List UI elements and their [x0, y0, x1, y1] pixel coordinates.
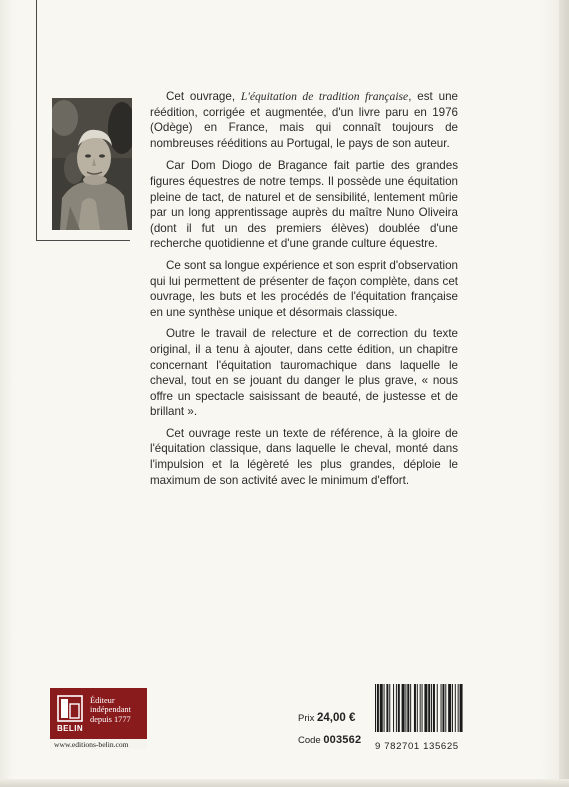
frame-line-vertical	[36, 0, 37, 240]
paragraph-experience: Ce sont sa longue expérience et son esprit d'observation qui lui permettent de présenter de façon complète, dans cet ouvrage, les buts et les procédés de l'équitation française en une synthèse unique et désormais classique.	[150, 258, 458, 319]
paragraph-new-chapter: Outre le travail de relecture et de correction du texte original, il a tenu à ajouter, dans cette édition, un chapitre concernant l'équitation tauromachique dans laquelle le cheval, tout en se jouant du danger le plus grave, « nous offre un spectacle saisissant de beauté, de justesse et de brillant ».	[150, 327, 458, 419]
tagline-line: depuis 1777	[90, 714, 131, 724]
price-value: 24,00 €	[317, 712, 356, 724]
isbn-digits: 9 782701 135625	[375, 741, 459, 752]
book-edge	[559, 0, 569, 787]
tagline-line: indépendant	[90, 705, 131, 715]
publisher-name: BELIN	[57, 724, 83, 733]
paragraph-intro-rest: , est une réédition, corrigée et augmentée, d'un livre paru en 1976 (Odège) en France, mais qui connaît toujours de nombreuses rééditions au Portugal, le pays de son auteur.	[150, 90, 458, 150]
code-value: 003562	[323, 734, 362, 746]
book-title-italic: L'équitation de tradition française	[240, 90, 409, 103]
description-text	[150, 89, 458, 494]
paragraph-intro-lead: Cet ouvrage,	[166, 90, 241, 103]
frame-line-horizontal	[36, 240, 130, 241]
code-label: Code	[298, 735, 321, 746]
price-row	[298, 712, 361, 729]
belin-logo-icon	[57, 695, 83, 722]
price-block	[298, 712, 361, 746]
barcode	[375, 684, 481, 732]
publisher-website: www.editions-belin.com	[54, 740, 129, 749]
book-bottom-edge	[0, 779, 569, 787]
price-label: Prix	[298, 713, 315, 724]
tagline-line: Éditeur	[90, 696, 115, 705]
code-row	[298, 734, 361, 746]
publisher-tagline	[90, 696, 146, 724]
author-photo	[52, 98, 132, 230]
paragraph-author: Car Dom Diogo de Bragance fait partie des grandes figures équestres de notre temps. Il possède une équitation pleine de tact, de naturel et de sensibilité, lentement mûrie par un long apprentissage auprès du maître Nuno Oliveira (dont il fut un des premiers élèves) doublée d'une recherche quotidienne et d'une grande culture équestre.	[150, 159, 458, 251]
paragraph-intro	[150, 89, 458, 151]
paragraph-reference: Cet ouvrage reste un texte de référence, à la gloire de l'équitation classique, dans laquelle le cheval, monté dans l'impulsion et la légèreté les plus grandes, déploie le maximum de son activité avec le minimum d'effort.	[150, 426, 458, 487]
